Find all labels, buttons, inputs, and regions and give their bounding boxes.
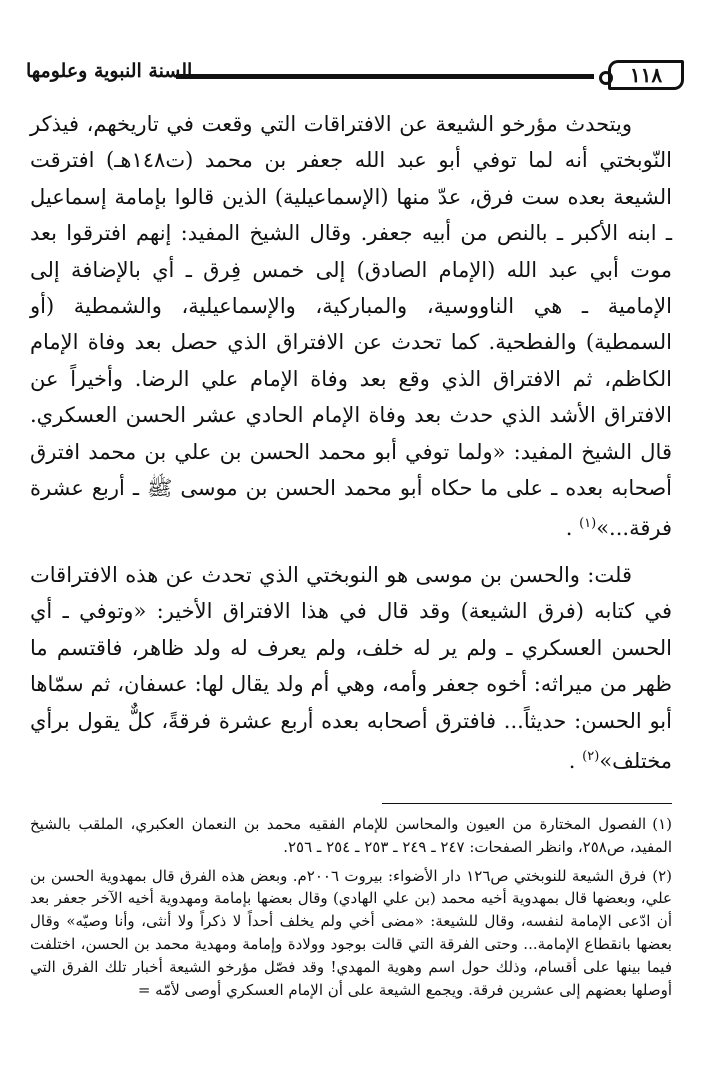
footnote-ref-2: (٢) — [582, 748, 600, 764]
footnote-2-number: (٢) — [652, 866, 672, 885]
paragraph-1-end: . — [565, 516, 573, 541]
footnote-separator — [382, 803, 672, 804]
footnote-1 — [30, 813, 672, 859]
main-text — [30, 106, 672, 779]
paragraph-2-end: . — [568, 748, 576, 773]
footnote-1-number: (١) — [652, 815, 672, 833]
footnotes — [30, 813, 672, 1007]
paragraph-2-text: قلت: والحسن بن موسى هو النوبختي الذي تحدث عن هذه الافتراقات في كتابه (فرق الشيعة) وقد قال في هذا الافتراق الأخير: «وتوفي ـ أي الحسن العسكري ـ ولم ير له خلف، ولم يعرف له ولد ظاهر، فاقتسم ما ظهر من ميراثه: أخوه جعفر وأمه، وهي أم ولد يقال لها: عسفان، ثم سمّاها أبو الحسن: حديثاً... فافترق أصحابه بعده أربع عشرة فرقةً، كلٌّ يقول برأي مختلف» — [30, 562, 672, 773]
footnote-2 — [30, 865, 672, 1002]
header-rule — [176, 74, 594, 79]
footnote-1-text: الفصول المختارة من العيون والمحاسن للإمام الفقيه محمد بن النعمان العكبري، الملقب بالشيخ المفيد، ص٢٥٨، وانظر الصفحات: ٢٤٧ ـ ٢٤٩ ـ ٢٥٣ ـ ٢٥٤ ـ ٢٥٦. — [30, 815, 672, 856]
page-header — [26, 56, 684, 96]
running-title: السنة النبوية وعلومها — [26, 60, 193, 82]
page-number: ١١٨ — [608, 60, 684, 90]
paragraph-2 — [30, 557, 672, 779]
footnote-ref-1: (١) — [579, 516, 597, 532]
footnote-2-text: فرق الشيعة للنوبختي ص١٢٦ دار الأضواء: بيروت ٢٠٠٦م. وبعض هذه الفرق قال بمهدوية الحسن بن علي، وبعضها قال بمهدوية أخيه محمد (بن علي الهادي) وقال بعضها بإمامة ومهدوية أخيه الآخر جعفر بعد أن ادّعى الإمامة لنفسه، وقال للشيعة: «مضى أخي ولم يخلف أحداً لا ذكراً ولا أنثى، وأنا وصيّه» وقال بعضها بانقطاع الإمامة... وحتى الفرقة التي قالت بوجود وولادة وإمامة ومهدية محمد بن الحسن، اختلفت فيما بينها على أقسام، وذلك حول اسم وهوية المهدي! وقد فصّل مؤرخو الشيعة أخبار تلك الفرق التي أوصلها بعضهم إلى عشرين فرقة. ويجمع الشيعة على أن الإمام العسكري أوصى لأمّه = — [30, 866, 672, 999]
paragraph-1 — [30, 106, 672, 547]
paragraph-1-text: ويتحدث مؤرخو الشيعة عن الافتراقات التي وقعت في تاريخهم، فيذكر النّوبختي أنه لما توفي أبو عبد الله جعفر بن محمد (ت١٤٨هـ) افترقت الشيعة بعده ست فرق، عدّ منها (الإسماعيلية) الذين قالوا بإمامة إسماعيل ـ ابنه الأكبر ـ بالنص من أبيه جعفر. وقال الشيخ المفيد: إنهم افترقوا بعد موت أبي عبد الله (الإمام الصادق) إلى خمس فِرق ـ أي بالإضافة إلى الإمامية ـ هي الناووسية، والمباركية، والإسماعيلية، والشمطية (أو السمطية) والفطحية. كما تحدث عن الافتراق الذي حصل بعد وفاة الإمام الكاظم، ثم الافتراق الذي وقع بعد وفاة الإمام علي الرضا. وأخيراً عن الافتراق الأشد الذي حدث بعد وفاة الإمام الحادي عشر الحسن العسكري. قال الشيخ المفيد: «ولما توفي أبو محمد الحسن بن علي بن محمد افترق أصحابه بعده ـ على ما حكاه أبو محمد الحسن بن موسى ﷺ ـ أربع عشرة فرقة...» — [30, 112, 673, 541]
